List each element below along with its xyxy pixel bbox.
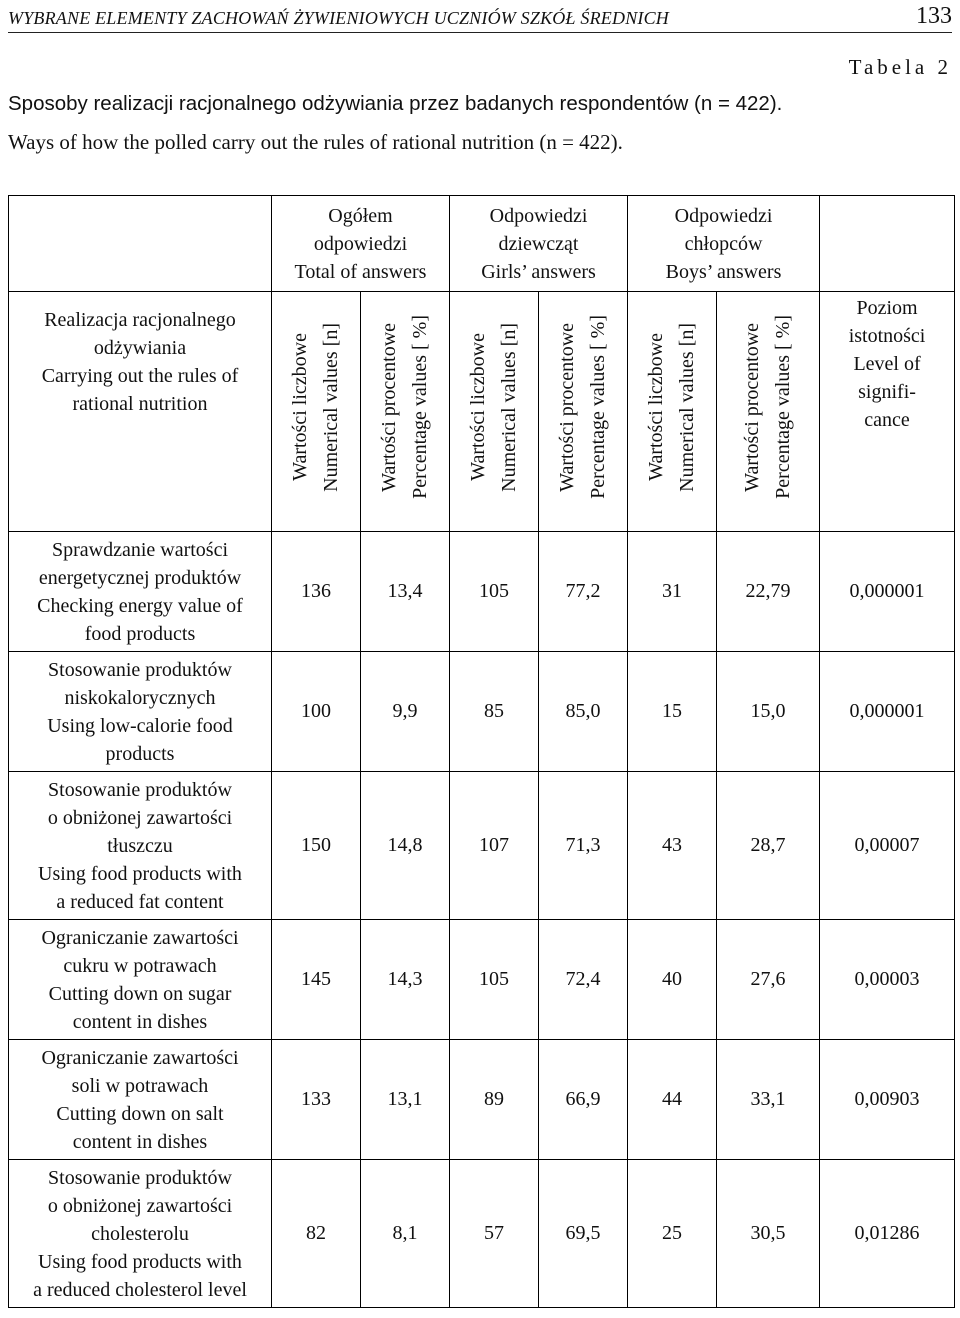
col-header-girls-n	[450, 292, 539, 532]
col-header-en: Numerical values [n]	[498, 322, 520, 492]
cell-significance: 0,00903	[820, 1040, 955, 1160]
row-label-line: cukru w potrawach	[63, 954, 217, 977]
row-label-line: o obniżonej zawartości	[47, 806, 233, 829]
cell-boys-pct: 15,0	[717, 652, 820, 772]
cell-boys-n: 25	[628, 1160, 717, 1308]
row-label	[9, 652, 272, 772]
row-label-line: Ograniczanie zawartości	[41, 1046, 239, 1069]
row-label-line: Stosowanie produktów	[48, 658, 232, 681]
cell-total-n: 150	[272, 772, 361, 920]
row-label-line: Stosowanie produktów	[48, 1166, 232, 1189]
row-label-header-line: Realizacja racjonalnego	[44, 309, 236, 331]
cell-total-pct: 13,4	[361, 532, 450, 652]
significance-header-line: cance	[864, 409, 910, 431]
header-group-girls	[450, 196, 628, 292]
row-label	[9, 532, 272, 652]
header-sub-row	[9, 292, 955, 532]
significance-header-line: Level of	[853, 353, 921, 375]
row-label-line: Stosowanie produktów	[48, 778, 232, 801]
cell-significance: 0,000001	[820, 532, 955, 652]
significance-header-line: signifi-	[858, 381, 916, 403]
header-group-line: chłopców	[684, 232, 763, 255]
table-row	[9, 1160, 955, 1308]
col-header-en: Percentage values [ %]	[772, 315, 795, 499]
row-label-line: content in dishes	[72, 1010, 208, 1033]
table-caption-en: Ways of how the polled carry out the rules of rational nutrition (n = 422).	[8, 130, 623, 154]
row-label-header	[9, 292, 272, 532]
table-body	[9, 532, 955, 1308]
cell-total-n: 145	[272, 920, 361, 1040]
cell-girls-pct: 85,0	[539, 652, 628, 772]
table-row	[9, 920, 955, 1040]
header-group-row	[9, 196, 955, 292]
row-label-line: soli w potrawach	[71, 1074, 209, 1097]
cell-girls-pct: 69,5	[539, 1160, 628, 1308]
col-header-girls-pct	[539, 292, 628, 532]
cell-boys-pct: 33,1	[717, 1040, 820, 1160]
cell-girls-n: 105	[450, 532, 539, 652]
cell-girls-pct: 72,4	[539, 920, 628, 1040]
table-row	[9, 532, 955, 652]
table-label: Tabela 2	[848, 55, 952, 79]
cell-significance: 0,00003	[820, 920, 955, 1040]
col-header-en: Numerical values [n]	[676, 322, 699, 492]
cell-girls-pct: 77,2	[539, 532, 628, 652]
col-header-pl: Wartości procentowe	[741, 322, 764, 492]
cell-total-n: 100	[272, 652, 361, 772]
cell-total-n: 82	[272, 1160, 361, 1308]
header-group-line: Total of answers	[294, 260, 427, 283]
cell-boys-pct: 30,5	[717, 1160, 820, 1308]
col-header-pl: Wartości liczbowe	[645, 333, 668, 481]
cell-girls-pct: 66,9	[539, 1040, 628, 1160]
row-label-line: o obniżonej zawartości	[47, 1194, 233, 1217]
header-group-line: Boys’ answers	[665, 260, 782, 283]
cell-boys-n: 44	[628, 1040, 717, 1160]
cell-girls-pct: 71,3	[539, 772, 628, 920]
header-significance-top	[820, 196, 955, 292]
cell-girls-n: 89	[450, 1040, 539, 1160]
cell-significance: 0,00007	[820, 772, 955, 920]
col-header-pl: Wartości liczbowe	[289, 333, 311, 481]
table-row	[9, 1040, 955, 1160]
cell-girls-n: 57	[450, 1160, 539, 1308]
table-row	[9, 652, 955, 772]
col-header-total-pct	[361, 292, 450, 532]
col-header-boys-pct	[717, 292, 820, 532]
cell-total-pct: 13,1	[361, 1040, 450, 1160]
row-label-line: tłuszczu	[107, 834, 173, 857]
col-header-en: Numerical values [n]	[320, 322, 342, 492]
header-group-line: Odpowiedzi	[489, 204, 588, 227]
header-group-total	[272, 196, 450, 292]
row-label-line: Cutting down on salt	[56, 1102, 224, 1125]
row-label-line: Cutting down on sugar	[48, 982, 232, 1005]
header-group-line: Odpowiedzi	[674, 204, 773, 227]
row-label	[9, 772, 272, 920]
row-label	[9, 920, 272, 1040]
table-caption-pl: Sposoby realizacji racjonalnego odżywiania przez badanych respondentów (n = 422).	[8, 92, 783, 115]
cell-total-pct: 14,8	[361, 772, 450, 920]
row-label	[9, 1160, 272, 1308]
header-group-line: odpowiedzi	[313, 232, 408, 255]
col-header-pl: Wartości procentowe	[556, 322, 578, 492]
row-label	[9, 1040, 272, 1160]
significance-header-line: istotności	[848, 325, 926, 347]
cell-boys-n: 31	[628, 532, 717, 652]
row-label-header-line: Carrying out the rules of	[41, 365, 239, 387]
data-table	[8, 195, 955, 1308]
cell-girls-n: 85	[450, 652, 539, 772]
cell-boys-n: 15	[628, 652, 717, 772]
cell-boys-n: 40	[628, 920, 717, 1040]
col-header-boys-n	[628, 292, 717, 532]
cell-significance: 0,000001	[820, 652, 955, 772]
row-label-line: Using food products with	[38, 1250, 242, 1273]
cell-boys-pct: 28,7	[717, 772, 820, 920]
col-header-pl: Wartości liczbowe	[467, 333, 489, 481]
row-label-line: Using food products with	[38, 862, 242, 885]
cell-total-n: 136	[272, 532, 361, 652]
table-row	[9, 772, 955, 920]
row-label-line: Ograniczanie zawartości	[41, 926, 239, 949]
header-group-line: Girls’ answers	[481, 260, 596, 283]
row-label-header-line: rational nutrition	[72, 393, 208, 415]
cell-boys-n: 43	[628, 772, 717, 920]
significance-header-line: Poziom	[856, 297, 918, 319]
col-header-total-n	[272, 292, 361, 532]
row-label-line: Sprawdzanie wartości	[51, 538, 229, 561]
row-label-line: a reduced fat content	[56, 890, 224, 913]
row-label-line: food products	[84, 622, 196, 645]
cell-total-n: 133	[272, 1040, 361, 1160]
row-label-line: niskokalorycznych	[64, 686, 216, 709]
running-head-title: WYBRANE ELEMENTY ZACHOWAŃ ŻYWIENIOWYCH UCZNIÓW SZKÓŁ ŚREDNICH	[8, 8, 669, 28]
col-header-en: Percentage values [ %]	[587, 315, 609, 499]
cell-girls-n: 107	[450, 772, 539, 920]
cell-total-pct: 8,1	[361, 1160, 450, 1308]
row-label-line: a reduced cholesterol level	[33, 1278, 247, 1301]
row-label-line: content in dishes	[72, 1130, 208, 1153]
page-number: 133	[916, 3, 952, 29]
header-group-line: dziewcząt	[498, 232, 579, 255]
col-header-significance	[820, 292, 955, 532]
row-label-line: energetycznej produktów	[38, 566, 242, 589]
row-label-header-line: odżywiania	[93, 337, 187, 359]
col-header-en: Percentage values [ %]	[409, 315, 431, 499]
row-label-line: products	[105, 742, 175, 765]
col-header-pl: Wartości procentowe	[378, 322, 400, 492]
cell-boys-pct: 22,79	[717, 532, 820, 652]
row-label-line: cholesterolu	[91, 1222, 189, 1245]
cell-girls-n: 105	[450, 920, 539, 1040]
running-head	[8, 2, 952, 33]
header-corner	[9, 196, 272, 292]
cell-total-pct: 9,9	[361, 652, 450, 772]
row-label-line: Checking energy value of	[37, 594, 243, 617]
cell-total-pct: 14,3	[361, 920, 450, 1040]
cell-boys-pct: 27,6	[717, 920, 820, 1040]
row-label-line: Using low-calorie food	[47, 714, 233, 737]
header-group-line: Ogółem	[328, 204, 393, 227]
header-group-boys	[628, 196, 820, 292]
cell-significance: 0,01286	[820, 1160, 955, 1308]
